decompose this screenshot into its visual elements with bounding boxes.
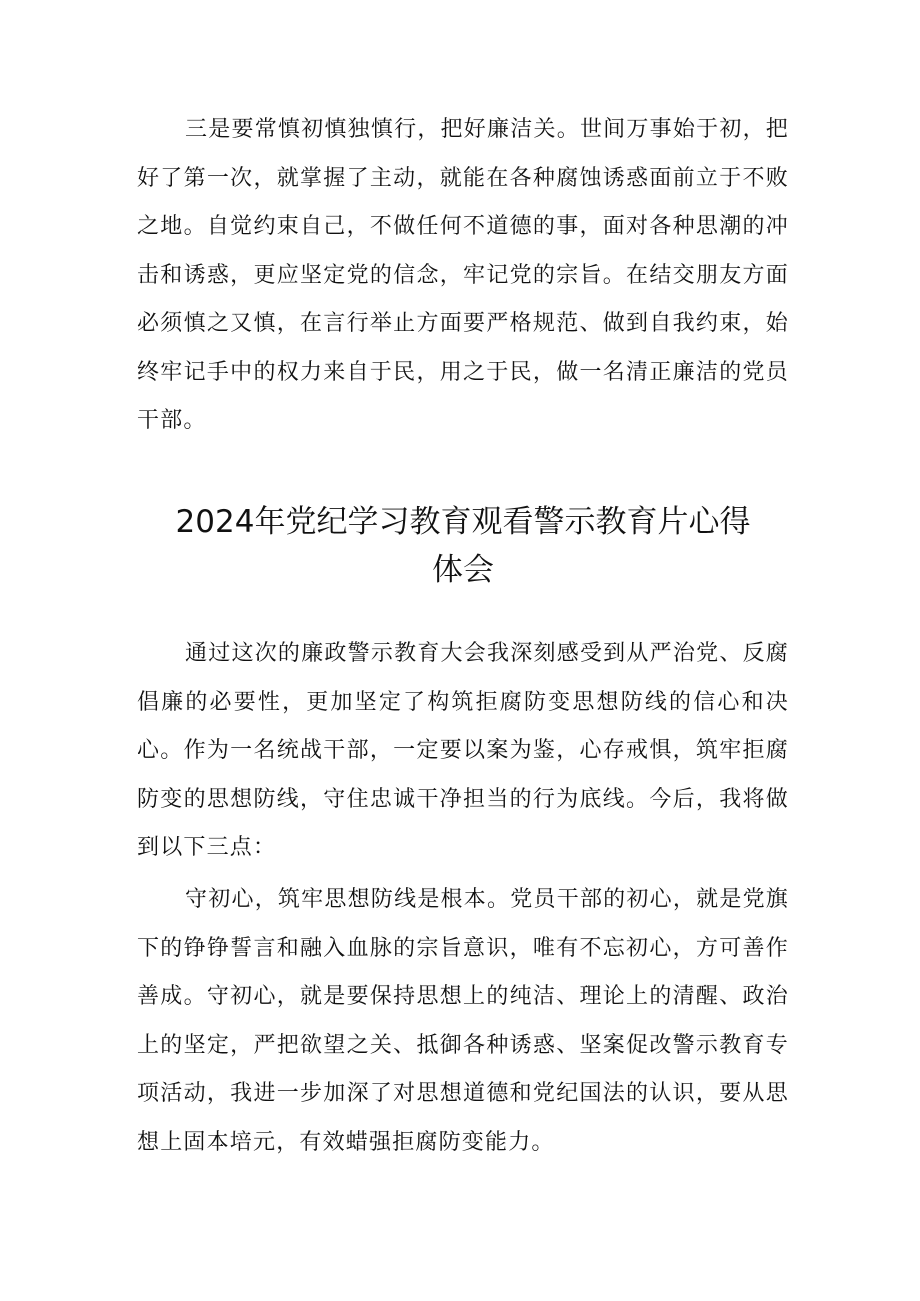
article-title-line-1: 2024年党纪学习教育观看警示教育片心得 [175, 504, 751, 540]
paragraph-original-aspiration: 守初心，筑牢思想防线是根本。党员干部的初心，就是党旗下的铮铮誓言和融入血脉的宗旨意识，唯有不忘初心，方可善作善成。守初心，就是要保持思想上的纯洁、理论上的清醒、政治上的坚定，严把欲望之关、抵御各种诱惑、坚案促改警示教育专项活动，我进一步加深了对思想道德和党纪国法的认识，要从思想上固本培元，有效蜡强拒腐防变能力。 [137, 887, 789, 1155]
paragraph-introduction: 通过这次的廉政警示教育大会我深刻感受到从严治党、反腐倡廉的必要性，更加坚定了构筑拒腐防变思想防线的信心和决心。作为一名统战干部，一定要以案为鉴，心存戒惧，筑牢拒腐防变的思想防线，守住忠诚干净担当的行为底线。今后，我将做到以下三点： [137, 641, 789, 860]
article-title-line-2: 体会 [432, 552, 494, 588]
paragraph-integrity: 三是要常慎初慎独慎行，把好廉洁关。世间万事始于初，把好了第一次，就掌握了主动，就能在各种腐蚀诱惑面前立于不败之地。自觉约束自己，不做任何不道德的事，面对各种思潮的冲击和诱惑，更应坚定党的信念，牢记党的宗旨。在结交朋友方面必须慎之又慎，在言行举止方面要严格规范、做到自我约束，始终牢记手中的权力来自于民，用之于民，做一名清正廉洁的党员干部。 [137, 117, 789, 433]
article-title [137, 498, 789, 594]
